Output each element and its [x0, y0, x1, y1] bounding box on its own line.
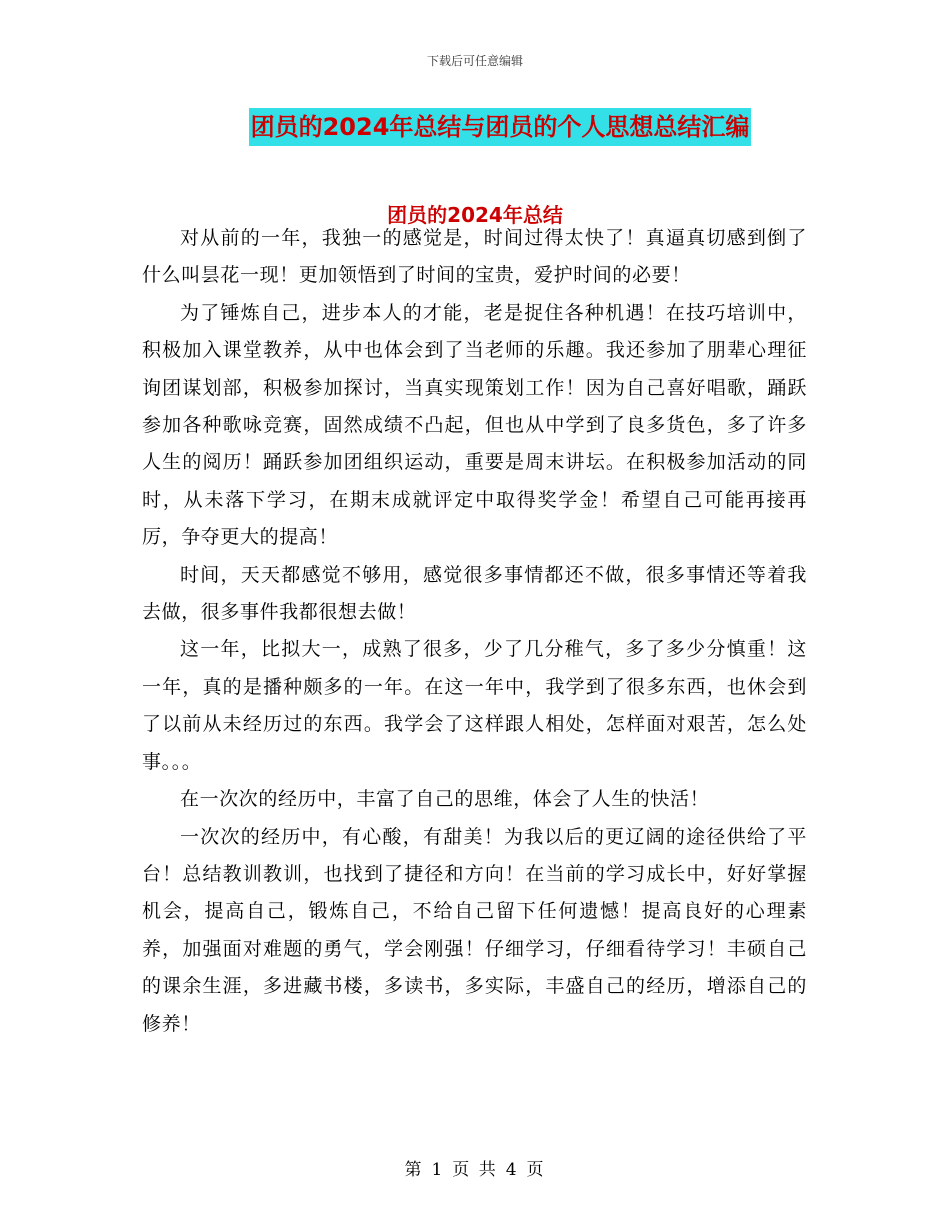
- footer-page-number: 1: [431, 1160, 445, 1180]
- page-footer: [0, 1155, 950, 1180]
- paragraph: 为了锤炼自己，进步本人的才能，老是捉住各种机遇！在技巧培训中，积极加入课堂教养，从中也体会到了当老师的乐趣。我还参加了朋辈心理征询团谋划部，积极参加探讨，当真实现策划工作！因为自己喜好唱歌，踊跃参加各种歌咏竞赛，固然成绩不凸起，但也从中学到了良多货色，多了许多人生的阅历！踊跃参加团组织运动，重要是周末讲坛。在积极参加活动的同时，从未落下学习，在期末成就评定中取得奖学金！希望自己可能再接再厉，争夺更大的提高！: [142, 301, 807, 549]
- body-text: [142, 218, 807, 1043]
- footer-total-pages: 4: [505, 1160, 519, 1180]
- paragraph: 一次次的经历中，有心酸，有甜美！为我以后的更辽阔的途径供给了平台！总结教训教训，也找到了捷径和方向！在当前的学习成长中，好好掌握机会，提高自己，锻炼自己，不给自己留下任何遗憾！提高良好的心理素养，加强面对难题的勇气，学会刚强！仔细学习，仔细看待学习！丰硕自己的课余生涯，多进藏书楼，多读书，多实际，丰盛自己的经历，增添自己的修养！: [142, 825, 807, 1035]
- paragraph: 对从前的一年，我独一的感觉是，时间过得太快了！真逼真切感到倒了什么叫昙花一现！更加领悟到了时间的宝贵，爱护时间的必要！: [142, 227, 807, 287]
- footer-middle: 页 共: [452, 1160, 498, 1180]
- footer-suffix: 页: [526, 1160, 546, 1180]
- document-title-wrapper: [0, 108, 950, 146]
- paragraph: 这一年，比拟大一，成熟了很多，少了几分稚气，多了多少分慎重！这一年，真的是播种颇多的一年。在这一年中，我学到了很多东西，也休会到了以前从未经历过的东西。我学会了这样跟人相处，怎样面对艰苦，怎么处事。。。: [142, 638, 807, 773]
- footer-prefix: 第: [404, 1160, 424, 1180]
- paragraph: 时间，天天都感觉不够用，感觉很多事情都还不做，很多事情还等着我去做，很多事件我都很想去做！: [142, 563, 807, 624]
- section-title: 团员的2024年总结: [387, 203, 563, 227]
- paragraph: 在一次次的经历中，丰富了自己的思维，体会了人生的快活！: [180, 788, 710, 811]
- header-note: 下载后可任意编辑: [426, 54, 523, 68]
- document-title: 团员的2024年总结与团员的个人思想总结汇编: [249, 108, 752, 146]
